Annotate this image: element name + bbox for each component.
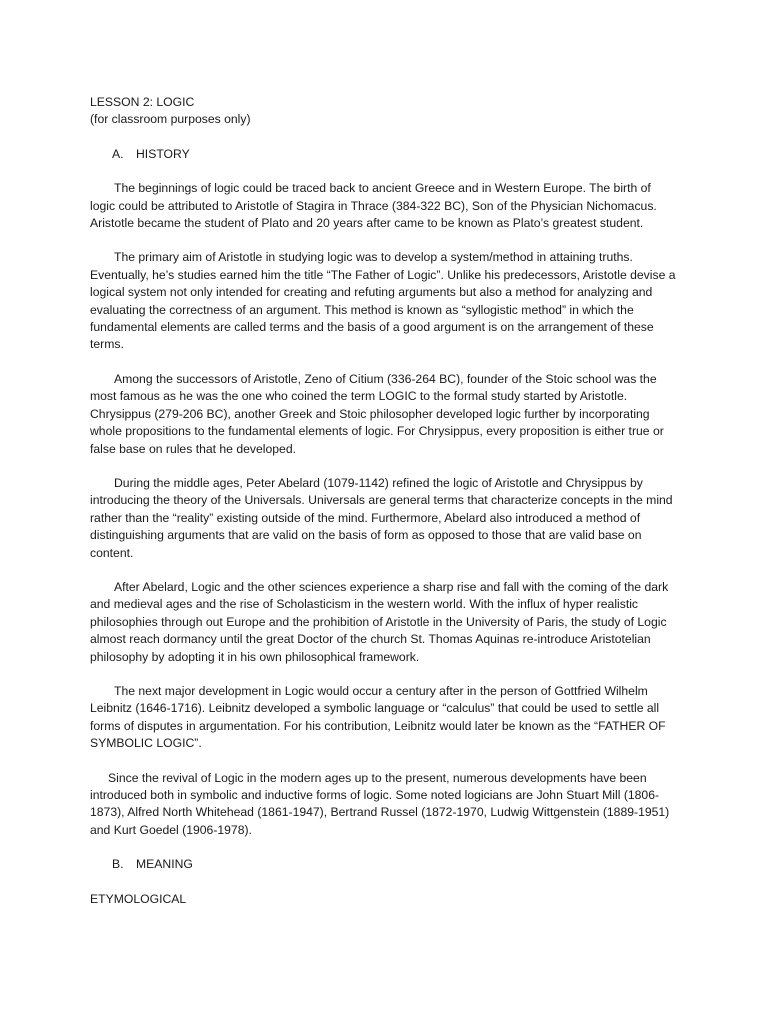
lesson-title: LESSON 2: LOGIC <box>90 95 195 109</box>
section-label: HISTORY <box>136 146 190 161</box>
paragraph-3: Among the successors of Aristotle, Zeno of Citium (336-264 BC), founder of the Stoic school was the most famous as he was the one who coined the term LOGIC to the formal study started by Aristotle. Chrysippus (279-206 BC), another Greek and Stoic philosopher developed logic further by incorporating whole propositions to the fundamental elements of logic. For Chrysippus, every proposition is either true or false base on rules that he developed. <box>90 371 664 456</box>
paragraph-5: After Abelard, Logic and the other sciences experience a sharp rise and fall with the coming of the dark and medieval ages and the rise of Scholasticism in the western world. With the influx of hyper realistic philosophies through out Europe and the prohibition of Aristotle in the University of Paris, the study of Logic almost reach dormancy until the great Doctor of the church St. Thomas Aquinas re-introduce Aristotelian philosophy by adopting it in his own philosophical framework. <box>90 579 669 664</box>
section-letter: A. <box>112 146 124 161</box>
subheading-etymological: ETYMOLOGICAL <box>90 891 187 906</box>
paragraph-4: During the middle ages, Peter Abelard (1079-1142) refined the logic of Aristotle and Chrysippus by introducing the theory of the Universals. Universals are general terms that characterize concepts in the mind rather than the “reality” existing outside of the mind. Furthermore, Abelard also introduced a method of distinguishing arguments that are valid on the basis of form as opposed to those that are valid base on content. <box>90 475 673 560</box>
section-letter: B. <box>112 857 124 872</box>
section-heading-meaning <box>90 856 678 873</box>
paragraph-7: Since the revival of Logic in the modern ages up to the present, numerous developments have been introduced both in symbolic and inductive forms of logic. Some noted logicians are John Stuart Mill (1806-1873), Alfred North Whitehead (1861-1947), Bertrand Russel (1872-1970, Ludwig Wittgenstein (1889-1951) and Kurt Goedel (1906-1978). <box>90 770 670 837</box>
section-heading-history <box>90 146 678 163</box>
paragraph-2: The primary aim of Aristotle in studying logic was to develop a system/method in attaining truths. Eventually, he’s studies earned him the title “The Father of Logic”. Unlike his predecessors, Aristotle devise a logical system not only intended for creating and refuting arguments but also a method for analyzing and evaluating the correctness of an argument. This method is known as “syllogistic method” in which the fundamental elements are called terms and the basis of a good argument is on the arrangement of these terms. <box>90 250 676 352</box>
section-label: MEANING <box>136 857 193 872</box>
paragraph-6: The next major development in Logic would occur a century after in the person of Gottfried Wilhelm Leibnitz (1646-1716). Leibnitz developed a symbolic language or “calculus” that could be used to settle all forms of disputes in argumentation. For his contribution, Leibnitz would later be known as the “FATHER OF SYMBOLIC LOGIC”. <box>90 683 666 751</box>
paragraph-1: The beginnings of logic could be traced back to ancient Greece and in Western Europe. The birth of logic could be attributed to Aristotle of Stagira in Thrace (384-322 BC), Son of the Physician Nichomacus. Aristotle became the student of Plato and 20 years after came to be known as Plato’s greatest student. <box>90 181 657 231</box>
lesson-subtitle: (for classroom purposes only) <box>90 112 251 127</box>
